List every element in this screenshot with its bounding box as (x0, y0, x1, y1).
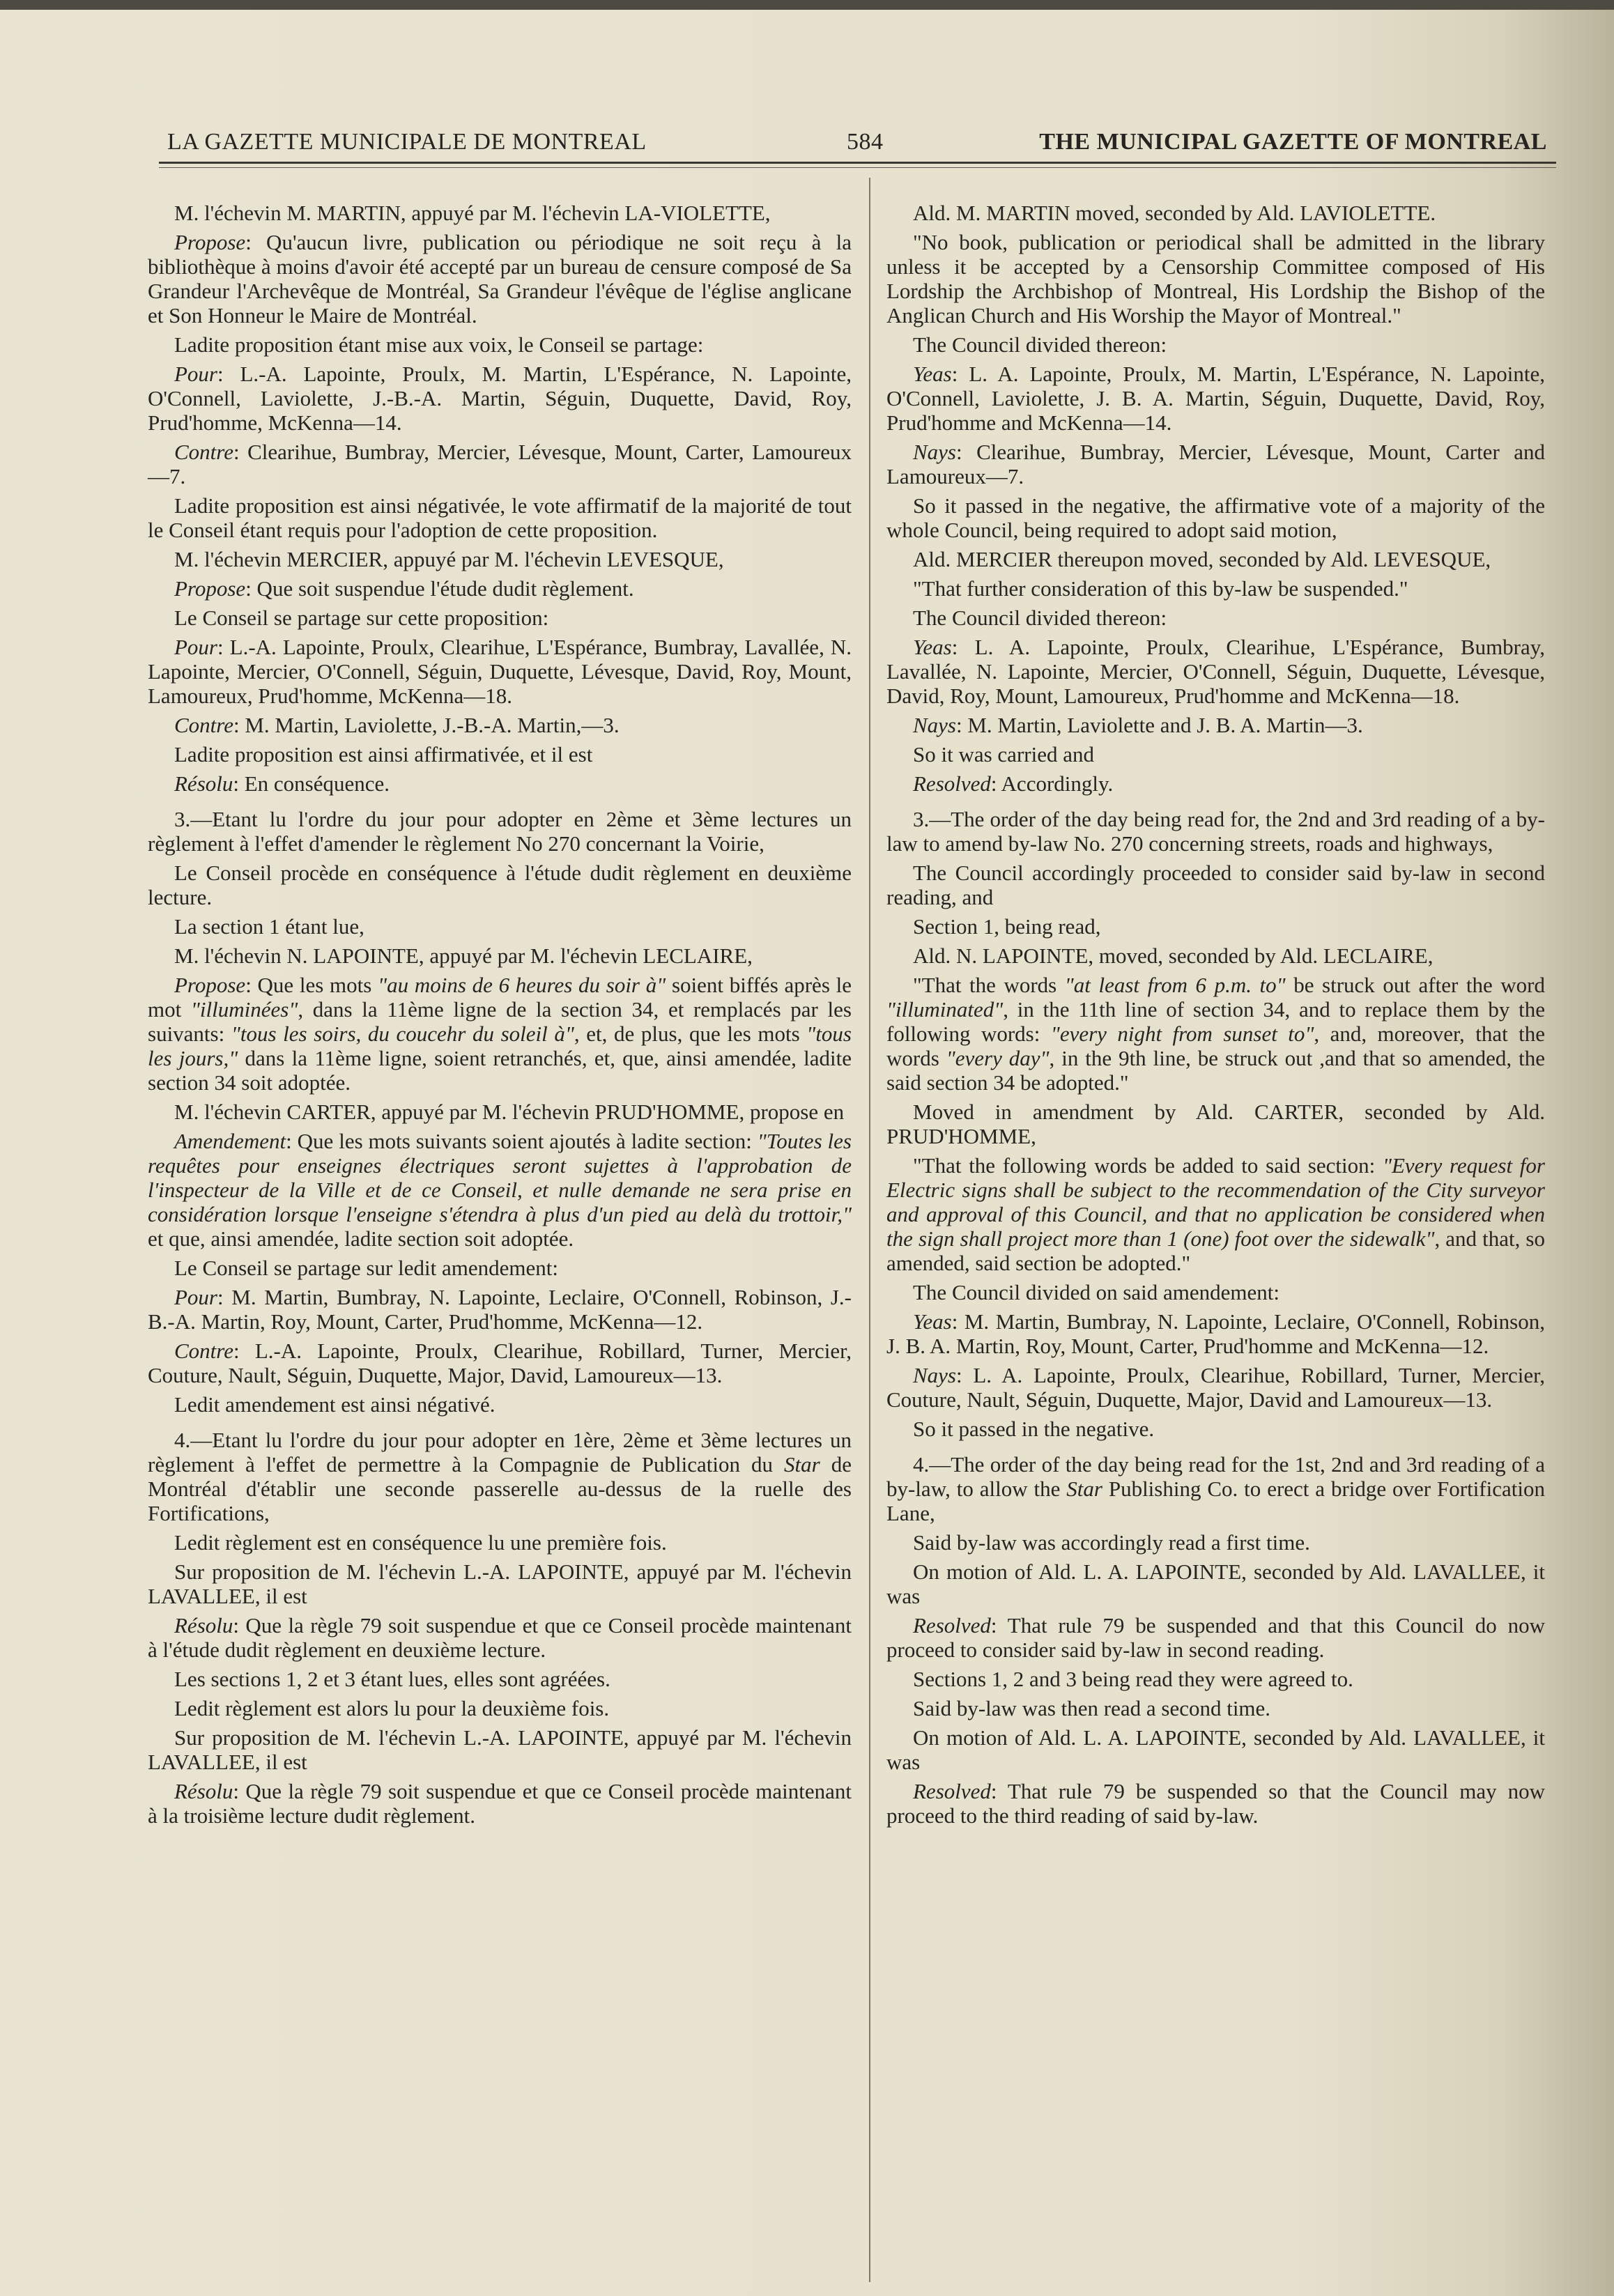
paragraph: The Council divided thereon: (913, 606, 1167, 630)
paragraph-text: : That rule 79 be suspended and that this Council do now proceed to consider said by-law in second reading. (886, 1613, 1545, 1662)
paragraph-text: : Que la règle 79 soit suspendue et que ce Conseil procède maintenant à la troisième lecture dudit règlement. (148, 1779, 852, 1828)
paragraph-text: : L. A. Lapointe, Proulx, Clearihue, L'Espérance, Bumbray, Lavallée, N. Lapointe, Mercier, O'Connell, Séguin, Duquette, Lévesque, David, Roy, Mount, Lamoureux, Prud'homme and McKenna—18. (886, 635, 1545, 708)
agenda-item (886, 1452, 1545, 1525)
resolution-label: Résolu (174, 771, 233, 796)
paragraph: On motion of Ald. L. A. LAPOINTE, seconded by Ald. LAVALLEE, it was (886, 1559, 1545, 1608)
paragraph: M. l'échevin M. MARTIN, appuyé par M. l'échevin LA-VIOLETTE, (174, 201, 771, 225)
paragraph: So it passed in the negative, the affirmative vote of a majority of the whole Council, being required to adopt said motion, (886, 493, 1545, 542)
text-run: Publishing Co. to erect a bridge over Fortification Lane, (886, 1477, 1545, 1525)
paragraph (148, 1339, 852, 1387)
agenda-item (148, 1428, 852, 1525)
quoted-words: "every day" (946, 1046, 1050, 1070)
paragraph-text: : M. Martin, Bumbray, N. Lapointe, Leclaire, O'Connell, Robinson, J. B. A. Martin, Roy, Mount, Carter, Prud'homme and McKenna—12. (886, 1309, 1545, 1358)
text-run: 4.—The order of the day being read for the 1st, 2nd and 3rd reading of a by-law, to allow the (886, 1452, 1545, 1501)
paragraph: Sections 1, 2 and 3 being read they were agreed to. (913, 1667, 1353, 1691)
paragraph (148, 362, 852, 435)
paragraph: Les sections 1, 2 et 3 étant lues, elles sont agréées. (174, 1667, 610, 1691)
quoted-words: "au moins de 6 heures du soir à" (378, 973, 666, 997)
paragraph-text: : Clearihue, Bumbray, Mercier, Lévesque, Mount, Carter and Lamoureux—7. (886, 440, 1545, 488)
header-rule (159, 162, 1556, 164)
resolution-label: Résolu (174, 1779, 233, 1803)
paragraph: Said by-law was then read a second time. (913, 1696, 1271, 1720)
quoted-words: "tous les soirs, du coucehr du soleil à" (231, 1022, 574, 1046)
paragraph (148, 1285, 852, 1334)
column-divider (869, 178, 870, 2282)
paragraph-text: : En conséquence. (233, 771, 390, 796)
vote-label: Contre (174, 1339, 233, 1363)
text-run: "That the words (913, 973, 1065, 997)
newspaper-name: Star (784, 1452, 820, 1477)
paragraph-text: : L.-A. Lapointe, Proulx, M. Martin, L'Espérance, N. Lapointe, O'Connell, Laviolette, J.-B.-A. Martin, Séguin, Duquette, David, Roy, Prud'homme, McKenna—14. (148, 362, 852, 435)
header-english-title: THE MUNICIPAL GAZETTE OF MONTREAL (1039, 129, 1547, 155)
vote-label: Contre (174, 440, 233, 464)
paragraph (886, 635, 1545, 708)
paragraph: Le Conseil se partage sur cette proposition: (174, 606, 549, 630)
paragraph: Ledit amendement est ainsi négativé. (174, 1392, 495, 1417)
paragraph (886, 771, 1545, 796)
paragraph (148, 713, 852, 737)
text-run: be struck out after the word (1285, 973, 1545, 997)
text-run: "That the following words be added to said section: (913, 1153, 1383, 1178)
paragraph (886, 440, 1545, 488)
paragraph: "No book, publication or periodical shall be admitted in the library unless it be accepted by a Censorship Committee composed of His Lordship the Archbishop of Montreal, His Lordship the Bishop of the Anglican Church and His Worship the Mayor of Montreal." (886, 230, 1545, 328)
paragraph (886, 1779, 1545, 1828)
paragraph-text: : L.-A. Lapointe, Proulx, Clearihue, Robillard, Turner, Mercier, Couture, Nault, Séguin, Duquette, Major, David, Lamoureux—13. (148, 1339, 852, 1387)
resolution-label: Resolved (913, 1613, 991, 1638)
vote-label: Yeas (913, 1309, 952, 1334)
paragraph: Le Conseil procède en conséquence à l'étude dudit règlement en deuxième lecture. (148, 861, 852, 909)
page-header (167, 129, 1547, 161)
text-run: soient biffés après le mot (148, 973, 852, 1022)
paragraph: Ledit règlement est alors lu pour la deuxième fois. (174, 1696, 610, 1720)
vote-label: Nays (913, 440, 956, 464)
paragraph-text: : Accordingly. (990, 771, 1114, 796)
paragraph: The Council divided on said amendement: (913, 1280, 1280, 1304)
paragraph: Said by-law was accordingly read a first time. (913, 1530, 1310, 1555)
paragraph-text: : M. Martin, Laviolette, J.-B.-A. Martin,—3. (233, 713, 620, 737)
paragraph-text: : L. A. Lapointe, Proulx, Clearihue, Robillard, Turner, Mercier, Couture, Nault, Séguin, Duquette, Major, David and Lamoureux—13. (886, 1363, 1545, 1412)
text-run: , in the 9th line, be struck out ,and that so amended, the said section 34 be adopted." (886, 1046, 1545, 1095)
text-run: , et, de plus, que les mots (574, 1022, 807, 1046)
paragraph (886, 362, 1545, 435)
paragraph (148, 1129, 852, 1251)
paragraph-text: : M. Martin, Laviolette and J. B. A. Martin—3. (956, 713, 1363, 737)
quoted-amendment: "Toutes les requêtes pour enseignes électriques seront sujettes à l'approbation de l'inspecteur de la Ville et de ce Conseil, et nulle demande ne sera prise en considération lorsque l'enseigne s'étendra à plus d'un pied au delà du trottoir," (148, 1129, 852, 1226)
paragraph: Ladite proposition est ainsi affirmativée, et il est (174, 742, 593, 766)
page-top-edge (0, 0, 1614, 10)
paragraph: Ladite proposition étant mise aux voix, le Conseil se partage: (174, 332, 704, 357)
paragraph: So it passed in the negative. (913, 1417, 1155, 1441)
agenda-item: 3.—Etant lu l'ordre du jour pour adopter en 2ème et 3ème lectures un règlement à l'effet d'amender le règlement No 270 concernant la Voirie, (148, 807, 852, 856)
paragraph: Moved in amendment by Ald. CARTER, seconded by Ald. PRUD'HOMME, (886, 1100, 1545, 1148)
paragraph: Ald. MERCIER thereupon moved, seconded by Ald. LEVESQUE, (913, 547, 1491, 571)
paragraph-text: : Clearihue, Bumbray, Mercier, Lévesque, Mount, Carter, Lamoureux—7. (148, 440, 852, 488)
text-run: et que, ainsi amendée, ladite section soit adoptée. (148, 1226, 574, 1251)
agenda-item: 3.—The order of the day being read for, the 2nd and 3rd reading of a by-law to amend by-law No. 270 concerning streets, roads and highways, (886, 807, 1545, 856)
text-run: , and, moreover, that the words (886, 1022, 1546, 1070)
paragraph (148, 771, 852, 796)
paragraph: Ledit règlement est en conséquence lu une première fois. (174, 1530, 667, 1555)
vote-label: Yeas (913, 362, 952, 386)
paragraph-text: : L. A. Lapointe, Proulx, M. Martin, L'Espérance, N. Lapointe, O'Connell, Laviolette, J. B. A. Martin, Séguin, Duquette, David, Roy, Prud'homme and McKenna—14. (886, 362, 1545, 435)
paragraph: M. l'échevin CARTER, appuyé par M. l'échevin PRUD'HOMME, propose en (174, 1100, 845, 1124)
paragraph: Sur proposition de M. l'échevin L.-A. LAPOINTE, appuyé par M. l'échevin LAVALLEE, il est (148, 1559, 852, 1608)
paragraph-text: : Qu'aucun livre, publication ou périodique ne soit reçu à la bibliothèque à moins d'avoir été accepté par un bureau de censure composé de Sa Grandeur l'Archevêque de Montréal, Sa Grandeur l'évêque de l'église anglicane et Son Honneur le Maire de Montréal. (148, 230, 852, 328)
motion-label: Propose (174, 230, 246, 254)
text-run: : Que les mots (245, 973, 378, 997)
paragraph-text: : Que soit suspendue l'étude dudit règlement. (245, 576, 634, 601)
motion-label: Propose (174, 576, 246, 601)
paragraph: Section 1, being read, (913, 914, 1101, 939)
paragraph (148, 1613, 852, 1662)
paragraph (148, 440, 852, 488)
quoted-words: "illuminées" (190, 997, 298, 1022)
paragraph (886, 973, 1545, 1095)
paragraph (148, 973, 852, 1095)
amendment-label: Amendement (174, 1129, 286, 1153)
resolution-label: Resolved (913, 771, 991, 796)
paragraph: So it was carried and (913, 742, 1094, 766)
paragraph: On motion of Ald. L. A. LAPOINTE, seconded by Ald. LAVALLEE, it was (886, 1725, 1545, 1774)
motion-label: Propose (174, 973, 246, 997)
paragraph (886, 1153, 1545, 1275)
paragraph (148, 576, 852, 601)
paragraph-text: : That rule 79 be suspended so that the Council may now proceed to the third reading of said by-law. (886, 1779, 1545, 1828)
vote-label: Yeas (913, 635, 952, 659)
text-run: dans la 11ème ligne, soient retranchés, et, que, ainsi amendée, ladite section 34 soit adoptée. (148, 1046, 852, 1095)
vote-label: Pour (174, 1285, 217, 1309)
paragraph: M. l'échevin MERCIER, appuyé par M. l'échevin LEVESQUE, (174, 547, 724, 571)
resolution-label: Résolu (174, 1613, 233, 1638)
paragraph (148, 1779, 852, 1828)
quoted-words: "at least from 6 p.m. to" (1064, 973, 1286, 997)
paragraph: Ald. N. LAPOINTE, moved, seconded by Ald. LECLAIRE, (913, 943, 1434, 968)
text-run: 4.—Etant lu l'ordre du jour pour adopter en 1ère, 2ème et 3ème lectures un règlement à l'effet de permettre à la Compagnie de Publication du (148, 1428, 852, 1477)
quoted-amendment: "Every request for Electric signs shall be subject to the recommendation of the City surveyor and approval of this Council, and that no application be considered when the sign shall project more than 1 (one) foot over the sidewalk" (886, 1153, 1545, 1251)
paragraph-text: : Que la règle 79 soit suspendue et que ce Conseil procède maintenant à l'étude dudit règlement en deuxième lecture. (148, 1613, 852, 1662)
paragraph: Le Conseil se partage sur ledit amendement: (174, 1256, 558, 1280)
paragraph (148, 635, 852, 708)
english-column (886, 201, 1545, 1833)
text-run: : Que les mots suivants soient ajoutés à ladite section: (286, 1129, 758, 1153)
paragraph: "That further consideration of this by-law be suspended." (913, 576, 1408, 601)
header-french-title: LA GAZETTE MUNICIPALE DE MONTREAL (167, 129, 647, 155)
text-run: , dans la 11ème ligne de la section 34, et remplacés par les suivants: (148, 997, 852, 1046)
paragraph (886, 1309, 1545, 1358)
paragraph (886, 713, 1545, 737)
page-number: 584 (847, 129, 884, 155)
vote-label: Contre (174, 713, 233, 737)
text-run: , and that, so amended, said section be adopted." (886, 1226, 1545, 1275)
paragraph: Ladite proposition est ainsi négativée, le vote affirmatif de la majorité de tout le Conseil étant requis pour l'adoption de cette proposition. (148, 493, 852, 542)
quoted-words: "illuminated" (886, 997, 1004, 1022)
paragraph (886, 1613, 1545, 1662)
quoted-words: "tous les jours," (148, 1022, 852, 1070)
french-column (148, 201, 852, 1833)
paragraph: The Council divided thereon: (913, 332, 1167, 357)
paragraph (886, 1363, 1545, 1412)
quoted-words: "every night from sunset to" (1050, 1022, 1314, 1046)
vote-label: Pour (174, 635, 217, 659)
resolution-label: Resolved (913, 1779, 991, 1803)
paragraph-text: : L.-A. Lapointe, Proulx, Clearihue, L'Espérance, Bumbray, Lavallée, N. Lapointe, Mercier, O'Connell, Séguin, Duquette, Lévesque, David, Roy, Mount, Lamoureux, Prud'homme, McKenna—18. (148, 635, 852, 708)
newspaper-name: Star (1066, 1477, 1102, 1501)
text-run: , in the 11th line of section 34, and to replace them by the following words: (886, 997, 1545, 1046)
vote-label: Nays (913, 1363, 956, 1387)
paragraph: M. l'échevin N. LAPOINTE, appuyé par M. l'échevin LECLAIRE, (174, 943, 753, 968)
paragraph-text: : M. Martin, Bumbray, N. Lapointe, Leclaire, O'Connell, Robinson, J.-B.-A. Martin, Roy, Mount, Carter, Prud'homme, McKenna—12. (148, 1285, 852, 1334)
vote-label: Pour (174, 362, 217, 386)
text-run: de Montréal d'établir une seconde passerelle au-dessus de la ruelle des Fortifications, (148, 1452, 852, 1525)
vote-label: Nays (913, 713, 956, 737)
paragraph: Ald. M. MARTIN moved, seconded by Ald. LAVIOLETTE. (913, 201, 1436, 225)
paragraph: Sur proposition de M. l'échevin L.-A. LAPOINTE, appuyé par M. l'échevin LAVALLEE, il est (148, 1725, 852, 1774)
paragraph: La section 1 étant lue, (174, 914, 364, 939)
paragraph: The Council accordingly proceeded to consider said by-law in second reading, and (886, 861, 1545, 909)
header-rule-thin (159, 167, 1556, 168)
paragraph (148, 230, 852, 328)
